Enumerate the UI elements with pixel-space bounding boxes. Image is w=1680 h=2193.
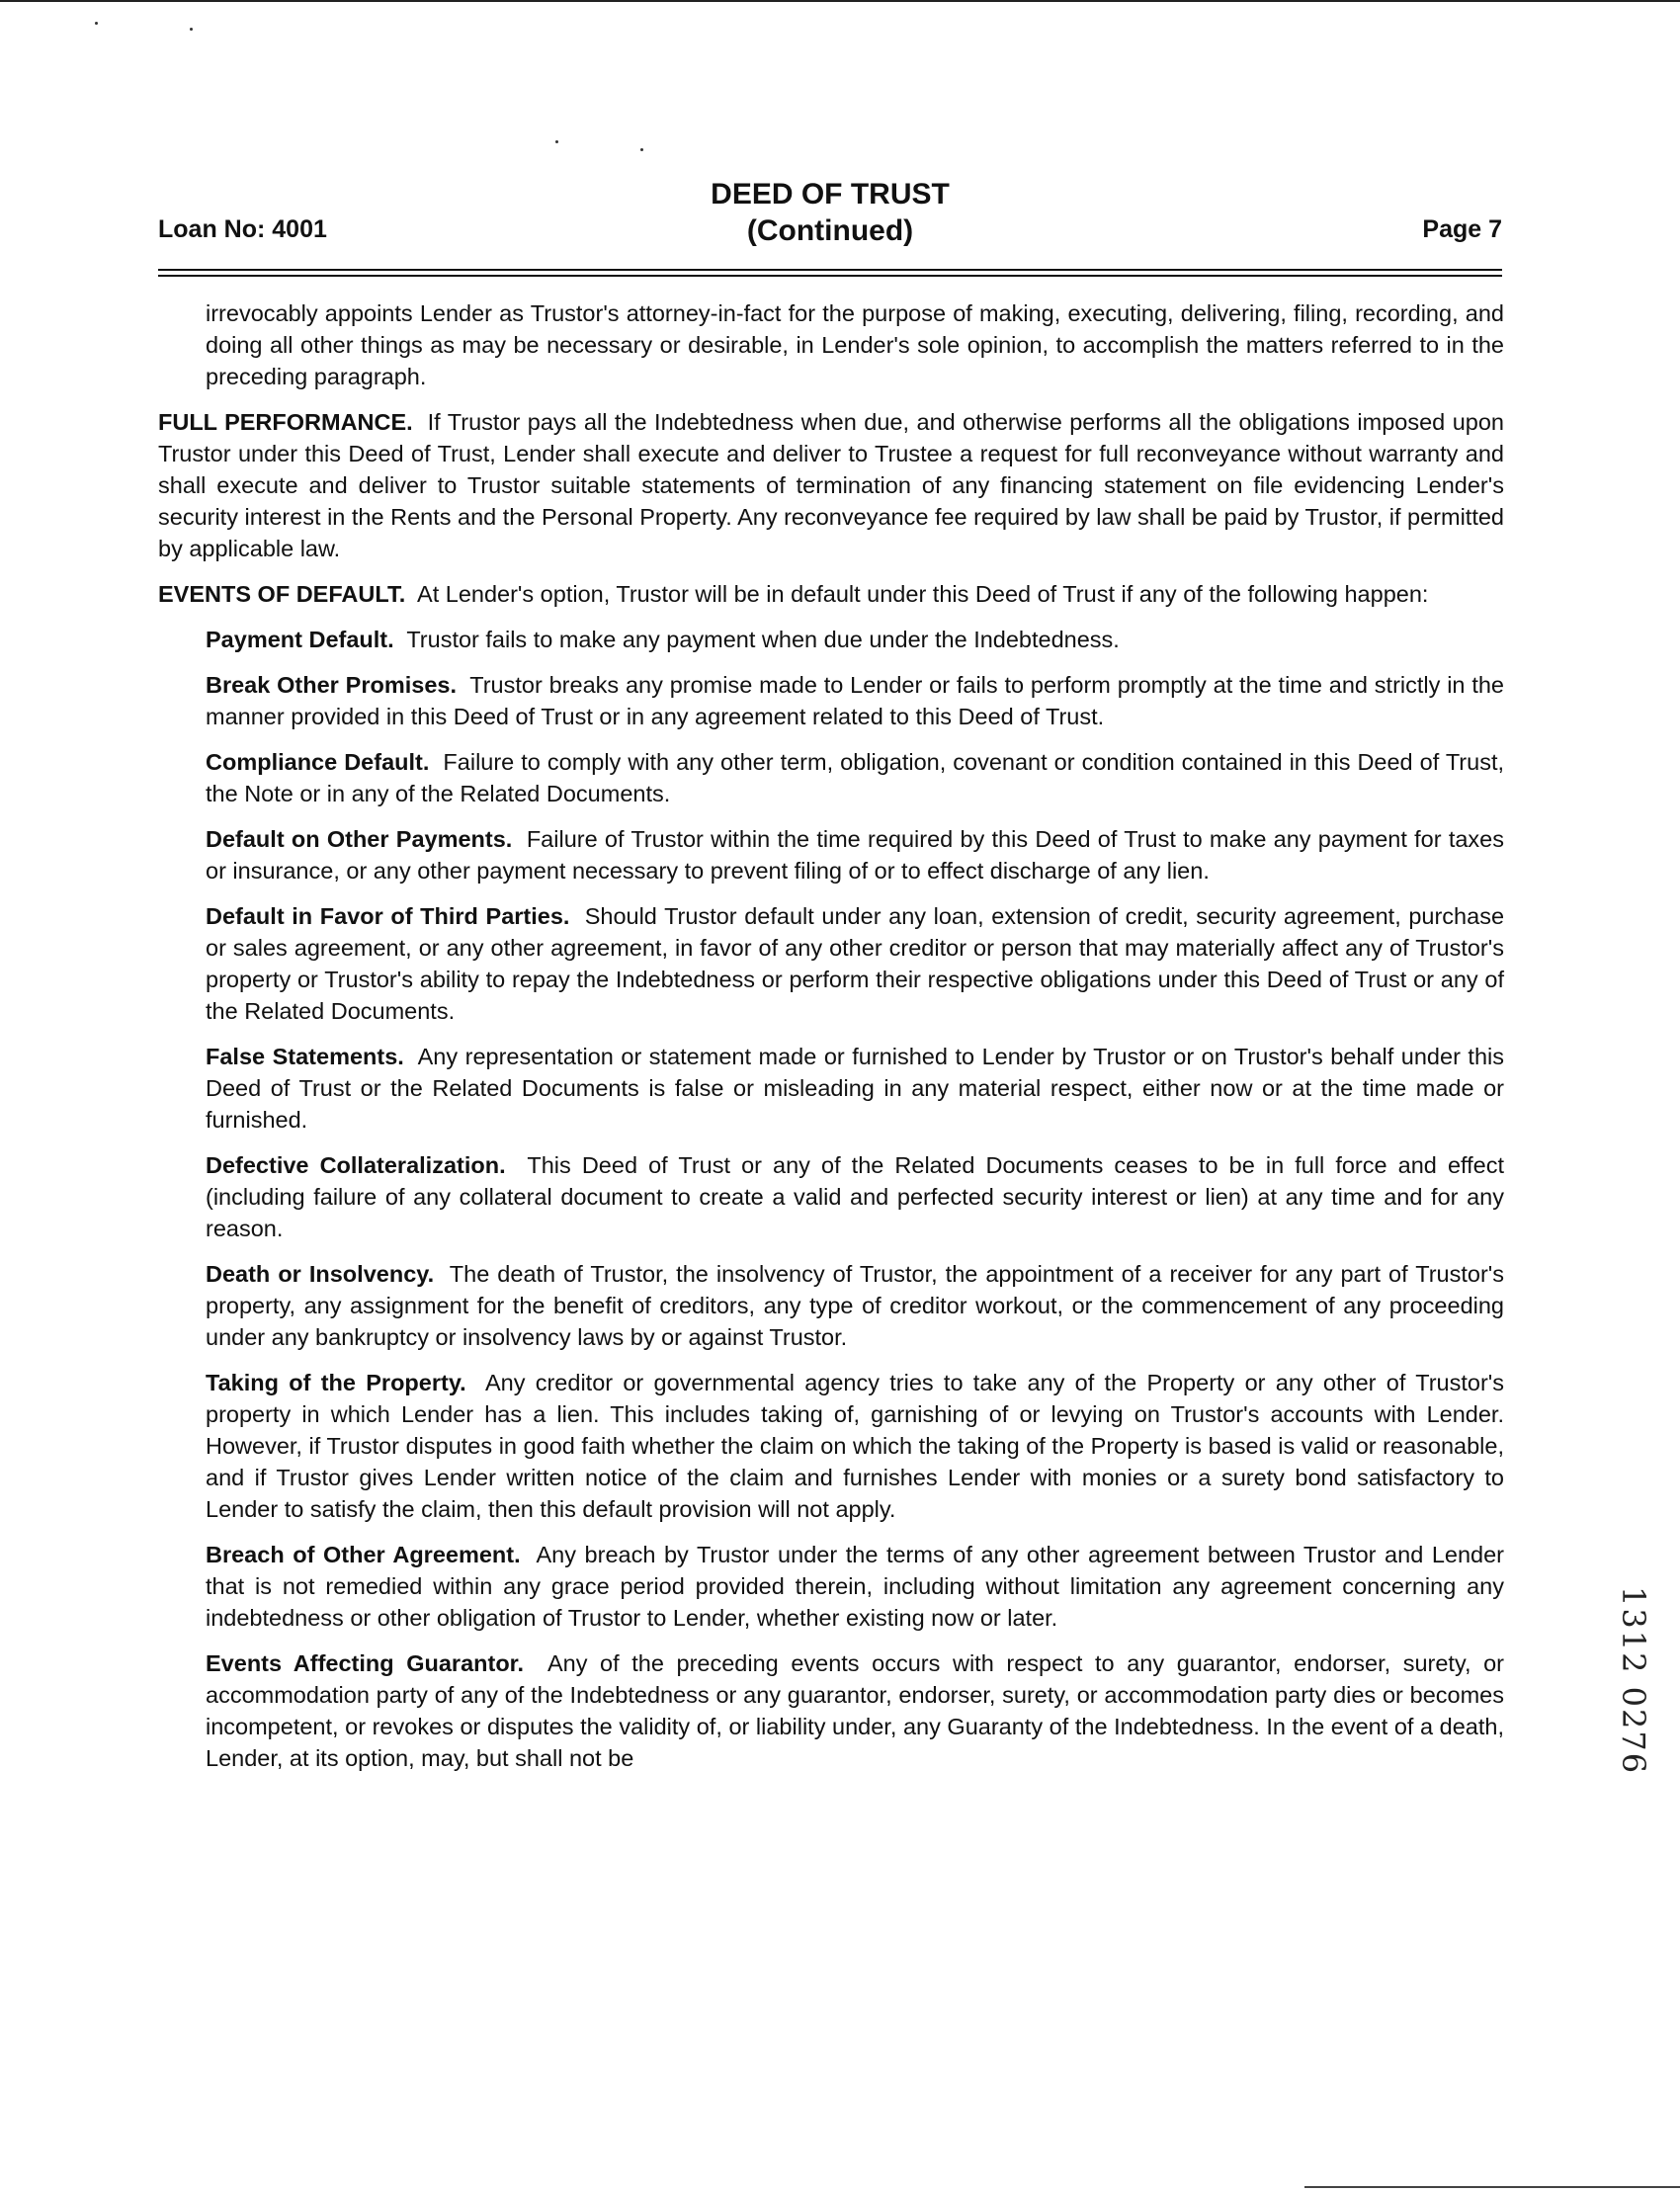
document-header <box>158 176 1502 255</box>
clause-text: Any breach by Trustor under the terms of any other agreement between Trustor and Lender that is not remedied within any grace period provided therein, including without limitation any agreement concerning any indebtedness or other obligation of Trustor to Lender, whether existing now or later. <box>206 1542 1504 1631</box>
section-text: At Lender's option, Trustor will be in default under this Deed of Trust if any of the following happen: <box>417 581 1429 607</box>
page-bottom-edge-line <box>1304 2186 1680 2188</box>
clause-events-guarantor <box>206 1647 1504 1774</box>
clause-heading: Breach of Other Agreement. <box>206 1542 521 1567</box>
header-rule-bottom <box>158 275 1502 277</box>
clause-text: Trustor fails to make any payment when due under the Indebtedness. <box>406 627 1120 652</box>
clause-break-other-promises <box>206 669 1504 732</box>
clause-text: The death of Trustor, the insolvency of Trustor, the appointment of a receiver for any part of Trustor's property, any assignment for the benefit of creditors, any type of creditor workout, or the commencement of any proceeding under any bankruptcy or insolvency laws by or against Trustor. <box>206 1261 1505 1350</box>
loan-number: Loan No: 4001 <box>158 215 327 243</box>
clause-heading: Payment Default. <box>206 627 394 652</box>
clause-text: Failure to comply with any other term, obligation, covenant or condition contained in this Deed of Trust, the Note or in any of the Related Documents. <box>206 749 1505 806</box>
clause-heading: Default on Other Payments. <box>206 826 513 852</box>
section-heading: FULL PERFORMANCE. <box>158 409 413 435</box>
clause-death-insolvency <box>206 1258 1504 1353</box>
clause-text: Any representation or statement made or furnished to Lender by Trustor or on Trustor's behalf under this Deed of Trust or the Related Documents is false or misleading in any material respect, either now or at the time made or furnished. <box>206 1044 1504 1133</box>
recording-number-stamp: 1312 0276 <box>1615 1586 1652 1776</box>
section-text: If Trustor pays all the Indebtedness when due, and otherwise performs all the obligations imposed upon Trustor under this Deed of Trust, Lender shall execute and deliver to Trustee a request for full reconveyance without warranty and shall execute and deliver to Trustor suitable statements of termination of any financing statement on file evidencing Lender's security interest in the Rents and the Personal Property. Any reconveyance fee required by law shall be paid by Trustor, if permitted by applicable law. <box>158 409 1504 561</box>
clause-taking-property <box>206 1367 1504 1525</box>
clause-heading: False Statements. <box>206 1044 404 1069</box>
clause-false-statements <box>206 1041 1504 1136</box>
clause-text: Failure of Trustor within the time required by this Deed of Trust to make any payment for taxes or insurance, or any other payment necessary to prevent filing of or to effect discharge of any lien. <box>206 826 1504 884</box>
clause-text: Any of the preceding events occurs with respect to any guarantor, endorser, surety, or accommodation party of any of the Indebtedness or any guarantor, endorser, surety, or accommodation party dies or becomes incompetent, or revokes or disputes the validity of, or liability under, any Guaranty of the Indebtedness. In the event of a death, Lender, at its option, may, but shall not be <box>206 1650 1504 1771</box>
clause-heading: Compliance Default. <box>206 749 430 775</box>
clause-default-third-parties <box>206 900 1504 1027</box>
clause-defective-collateralization <box>206 1149 1504 1244</box>
clause-text: Should Trustor default under any loan, extension of credit, security agreement, purchase or sales agreement, or any other agreement, in favor of any other creditor or person that may materially affect any of Trustor's property or Trustor's ability to repay the Indebtedness or perform their respective obligations under this Deed of Trust or any of the Related Documents. <box>206 903 1505 1024</box>
clause-heading: Taking of the Property. <box>206 1370 466 1395</box>
page-number: Page 7 <box>1422 215 1502 243</box>
clause-payment-default <box>206 624 1504 655</box>
document-body <box>158 297 1504 1788</box>
document-subtitle: (Continued) <box>746 214 914 247</box>
clause-heading: Defective Collateralization. <box>206 1152 506 1178</box>
page-top-edge-line <box>0 0 1680 2</box>
clause-text: This Deed of Trust or any of the Related Documents ceases to be in full force and effect (including failure of any collateral document to create a valid and perfected security interest or lien) at any time and for any reason. <box>206 1152 1504 1241</box>
scan-speck <box>555 140 558 143</box>
scan-speck <box>190 28 193 31</box>
clause-text: Any creditor or governmental agency tries to take any of the Property or any other of Trustor's property in which Lender has a lien. This includes taking of, garnishing of or levying on Trustor's accounts with Lender. However, if Trustor disputes in good faith whether the claim on which the taking of the Property is based is valid or reasonable, and if Trustor gives Lender written notice of the claim and furnishes Lender with monies or a surety bond satisfactory to Lender to satisfy the claim, then this default provision will not apply. <box>206 1370 1505 1522</box>
clause-compliance-default <box>206 746 1504 809</box>
scan-speck <box>640 148 643 151</box>
clause-heading: Death or Insolvency. <box>206 1261 435 1287</box>
document-title-block <box>158 176 1502 249</box>
clause-heading: Events Affecting Guarantor. <box>206 1650 525 1676</box>
clause-text: Trustor breaks any promise made to Lender or fails to perform promptly at the time and strictly in the manner provided in this Deed of Trust or in any agreement related to this Deed of Trust. <box>206 672 1504 729</box>
continued-paragraph: irrevocably appoints Lender as Trustor's attorney-in-fact for the purpose of making, executing, delivering, filing, recording, and doing all other things as may be necessary or desirable, in Lender's sole opinion, to accomplish the matters referred to in the preceding paragraph. <box>206 300 1504 389</box>
clause-heading: Break Other Promises. <box>206 672 457 698</box>
section-full-performance <box>158 406 1504 564</box>
clause-heading: Default in Favor of Third Parties. <box>206 903 570 929</box>
section-heading: EVENTS OF DEFAULT. <box>158 581 406 607</box>
clause-default-other-payments <box>206 823 1504 886</box>
section-events-of-default <box>158 578 1504 610</box>
document-title: DEED OF TRUST <box>711 178 950 211</box>
header-rule-top <box>158 269 1502 271</box>
scan-speck <box>95 22 98 25</box>
clause-breach-other-agreement <box>206 1539 1504 1634</box>
